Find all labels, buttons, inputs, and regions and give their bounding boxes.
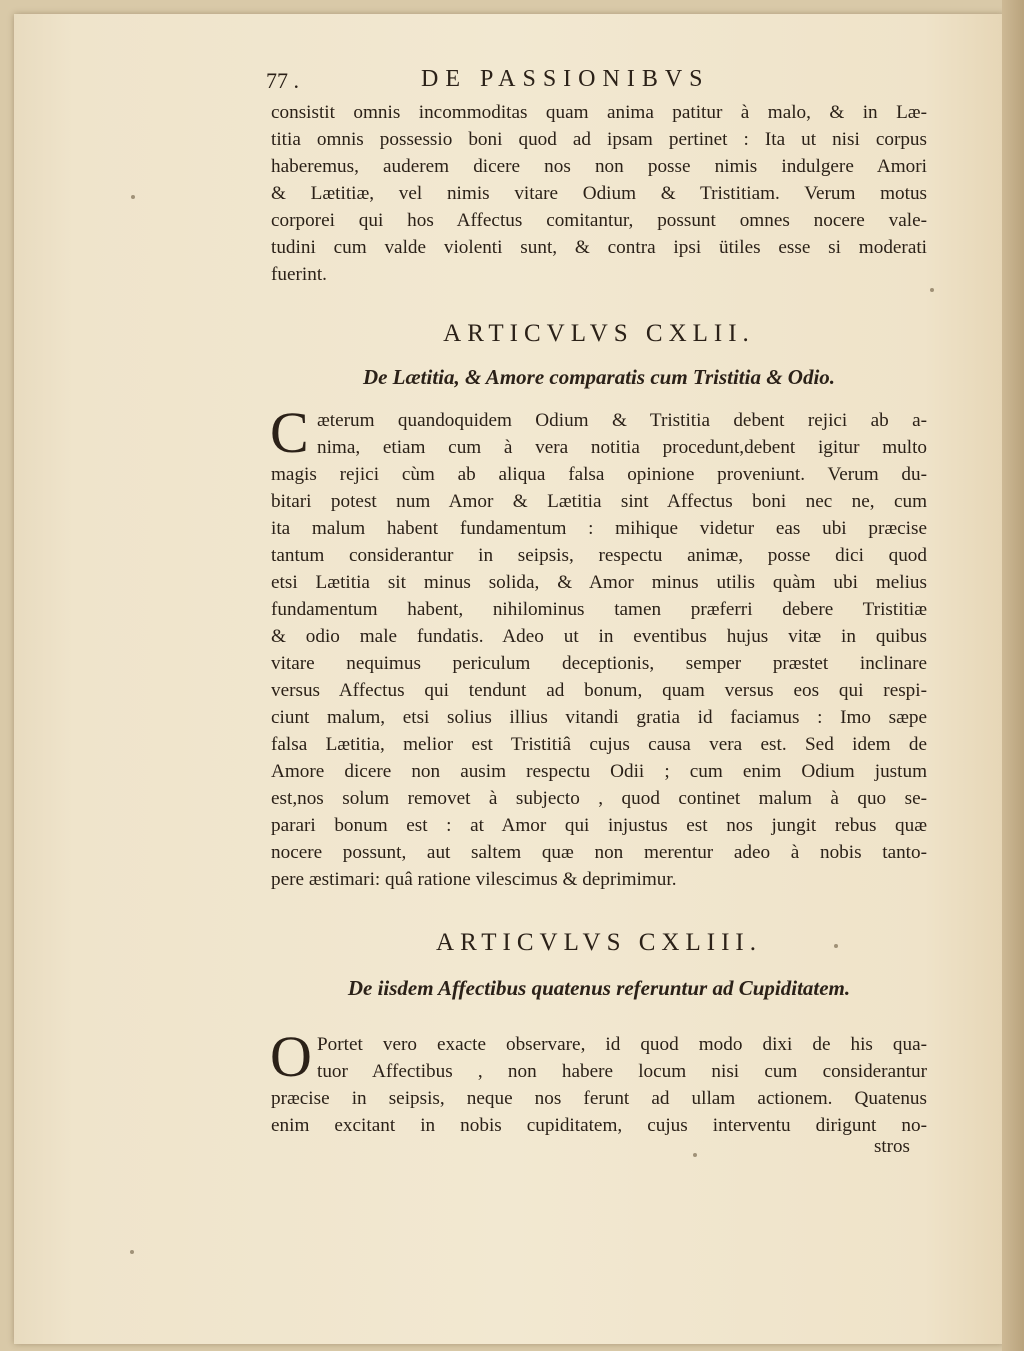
text-line: falsa Lætitia, melior est Tristitiâ cujus causa vera est. Sed idem de (271, 734, 927, 755)
text-line: ita malum habent fundamentum : mihique videtur eas ubi præcise (271, 518, 927, 539)
drop-cap: O (270, 1024, 312, 1089)
text-line: enim excitant in nobis cupiditatem, cujus interventu dirigunt no- (271, 1115, 927, 1136)
text-line: ciunt malum, etsi solius illius vitandi gratia id faciamus : Imo sæpe (271, 707, 927, 728)
text-line: pere æstimari: quâ ratione vilescimus & deprimimur. (271, 869, 677, 890)
text-line: Portet vero exacte observare, id quod modo dixi de his qua- (317, 1034, 927, 1055)
text-line: Amore dicere non ausim respectu Odii ; cum enim Odium justum (271, 761, 927, 782)
text-line: tuor Affectibus , non habere locum nisi cum considerantur (317, 1061, 927, 1082)
text-line: versus Affectus qui tendunt ad bonum, quam versus eos qui respi- (271, 680, 927, 701)
page-header (266, 68, 966, 98)
text-line: & odio male fundatis. Adeo ut in eventibus hujus vitæ in quibus (271, 626, 927, 647)
article-subtitle: De Lætitia, & Amore comparatis cum Tristitia & Odio. (362, 365, 836, 389)
foxing-spot (693, 1153, 697, 1157)
drop-cap: C (270, 400, 309, 465)
text-line: haberemus, auderem dicere nos non posse nimis indulgere Amori (271, 156, 927, 177)
foxing-spot (130, 1250, 134, 1254)
text-line: titia omnis possessio boni quod ad ipsam pertinet : Ita ut nisi corpus (271, 129, 927, 150)
text-line: bitari potest num Amor & Lætitia sint Affectus boni nec ne, cum (271, 491, 927, 512)
text-line: est,nos solum removet à subjecto , quod continet malum à quo se- (271, 788, 927, 809)
text-line: æterum quandoquidem Odium & Tristitia debent rejici ab a- (317, 410, 927, 431)
text-line: & Lætitiæ, vel nimis vitare Odium & Tristitiam. Verum motus (271, 183, 927, 204)
text-line: fuerint. (271, 264, 327, 285)
text-line: consistit omnis incommoditas quam anima patitur à malo, & in Læ- (271, 102, 927, 123)
text-line: magis rejici cùm ab aliqua falsa opinione proveniunt. Verum du- (271, 464, 927, 485)
text-line: nocere possunt, aut saltem quæ non merentur adeo à nobis tanto- (271, 842, 927, 863)
article-heading: ARTICVLVS CXLIII. (436, 929, 762, 956)
page-edge (1002, 0, 1024, 1351)
article-heading: ARTICVLVS CXLII. (443, 320, 755, 347)
foxing-spot (834, 944, 838, 948)
article-subtitle: De iisdem Affectibus quatenus referuntur ad Cupiditatem. (347, 976, 851, 1000)
page-number: 77 . (266, 68, 299, 93)
text-line: tantum considerantur in seipsis, respectu animæ, posse dici quod (271, 545, 927, 566)
article-body (271, 407, 927, 893)
running-title: DE PASSIONIBVS (421, 66, 710, 92)
foxing-spot (930, 288, 934, 292)
text-line: vitare nequimus periculum deceptionis, semper præstet inclinare (271, 653, 927, 674)
text-line: etsi Lætitia sit minus solida, & Amor minus utilis quàm ubi melius (271, 572, 927, 593)
text-line: nima, etiam cum à vera notitia procedunt,debent igitur multo (317, 437, 927, 458)
paragraph-continued (271, 99, 927, 288)
text-line: tudini cum valde violenti sunt, & contra ipsi ütiles esse si moderati (271, 237, 927, 258)
text-line: fundamentum habent, nihilominus tamen præferri debere Tristitiæ (271, 599, 927, 620)
foxing-spot (131, 195, 135, 199)
article-body (271, 1031, 927, 1139)
text-line: corporei qui hos Affectus comitantur, possunt omnes nocere vale- (271, 210, 927, 231)
text-line: præcise in seipsis, neque nos ferunt ad ullam actionem. Quatenus (271, 1088, 927, 1109)
catchword: stros (874, 1136, 910, 1157)
text-line: parari bonum est : at Amor qui injustus est nos jungit rebus quæ (271, 815, 927, 836)
